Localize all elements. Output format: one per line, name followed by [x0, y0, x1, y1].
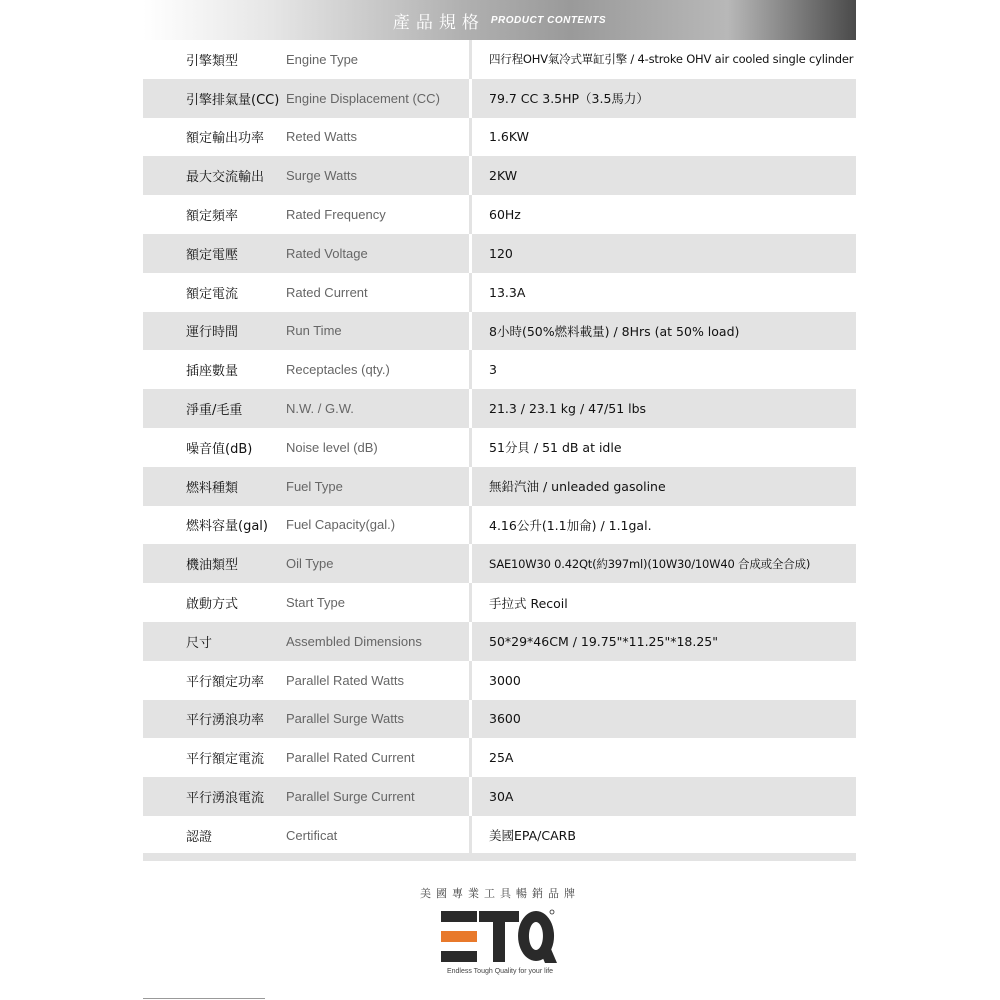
- column-divider: [469, 312, 472, 351]
- column-divider: [469, 544, 472, 583]
- column-divider: [469, 195, 472, 234]
- spec-row: [143, 506, 856, 545]
- spec-value: 50*29*46CM / 19.75"*11.25"*18.25": [489, 633, 718, 649]
- spec-row: [143, 544, 856, 583]
- spec-value: 美國EPA/CARB: [489, 828, 576, 844]
- spec-row: [143, 583, 856, 622]
- column-divider: [469, 622, 472, 661]
- spec-label-en: Rated Current: [286, 284, 368, 300]
- spec-label-en: Parallel Rated Current: [286, 750, 415, 766]
- spec-label-en: Rated Frequency: [286, 207, 386, 223]
- spec-value: 3: [489, 362, 497, 378]
- column-divider: [469, 118, 472, 157]
- spec-row: [143, 389, 856, 428]
- spec-label-en: Reted Watts: [286, 129, 358, 145]
- spec-label-en: Receptacles (qty.): [286, 362, 390, 378]
- spec-value: 2KW: [489, 168, 518, 184]
- spec-label-en: Engine Type: [286, 51, 359, 67]
- spec-label-zh: 額定頻率: [186, 209, 239, 225]
- etq-logo: [441, 907, 557, 967]
- column-divider: [469, 738, 472, 777]
- brand-tagline-en: Endless Tough Quality for your life: [446, 968, 554, 975]
- spec-row: [143, 273, 856, 312]
- column-divider: [469, 40, 472, 79]
- column-divider: [469, 428, 472, 467]
- spec-value: 四行程OHV氣冷式單缸引擎 / 4-stroke OHV air cooled single cylinder: [489, 52, 854, 67]
- column-divider: [469, 506, 472, 545]
- spec-label-en: Parallel Surge Current: [286, 789, 415, 805]
- column-divider: [469, 467, 472, 506]
- column-divider: [469, 700, 472, 739]
- spec-value: 60Hz: [489, 207, 521, 223]
- column-divider: [469, 389, 472, 428]
- spec-label-en: Parallel Rated Watts: [286, 672, 405, 688]
- spec-label-zh: 機油類型: [186, 558, 239, 574]
- spec-row: [143, 816, 856, 855]
- spec-header: [143, 0, 856, 40]
- spec-label-en: Engine Displacement (CC): [286, 90, 440, 106]
- spec-label-zh: 平行湧浪功率: [186, 713, 265, 729]
- spec-label-en: Surge Watts: [286, 168, 358, 184]
- spec-value: 13.3A: [489, 284, 526, 300]
- spec-table: [143, 40, 856, 855]
- table-bottom-bar: [143, 853, 856, 861]
- spec-label-en: Oil Type: [286, 556, 334, 572]
- spec-value: 79.7 CC 3.5HP（3.5馬力）: [489, 91, 649, 107]
- spec-row: [143, 738, 856, 777]
- spec-row: [143, 79, 856, 118]
- spec-row: [143, 195, 856, 234]
- spec-row: [143, 312, 856, 351]
- spec-label-en: Rated Voltage: [286, 245, 368, 261]
- spec-row: [143, 622, 856, 661]
- column-divider: [469, 816, 472, 855]
- spec-label-zh: 最大交流輸出: [186, 170, 265, 186]
- spec-row: [143, 700, 856, 739]
- spec-label-en: Assembled Dimensions: [286, 633, 422, 649]
- spec-label-zh: 運行時間: [186, 325, 239, 341]
- header-title: 產品規格: [392, 12, 485, 33]
- spec-row: [143, 661, 856, 700]
- column-divider: [469, 350, 472, 389]
- spec-label-zh: 燃料種類: [186, 480, 239, 496]
- header-subtitle: PRODUCT CONTENTS: [490, 14, 607, 26]
- spec-value: 25A: [489, 750, 514, 766]
- spec-row: [143, 156, 856, 195]
- spec-label-en: Start Type: [286, 595, 346, 611]
- spec-value: 3600: [489, 711, 521, 727]
- column-divider: [469, 234, 472, 273]
- spec-value: 21.3 / 23.1 kg / 47/51 lbs: [489, 401, 647, 417]
- spec-value: 手拉式 Recoil: [489, 595, 568, 611]
- spec-value: 4.16公升(1.1加侖) / 1.1gal.: [489, 517, 652, 533]
- spec-label-en: Parallel Surge Watts: [286, 711, 405, 727]
- spec-value: 120: [489, 245, 513, 261]
- spec-label-zh: 認證: [186, 829, 213, 845]
- spec-label-zh: 額定電壓: [186, 247, 239, 263]
- spec-value: 30A: [489, 789, 514, 805]
- spec-label-zh: 啟動方式: [186, 597, 239, 613]
- spec-label-en: N.W. / G.W.: [286, 401, 354, 417]
- column-divider: [469, 156, 472, 195]
- spec-label-en: Noise level (dB): [286, 439, 378, 455]
- spec-label-zh: 插座數量: [186, 364, 239, 380]
- spec-value: 3000: [489, 672, 521, 688]
- spec-label-zh: 平行額定電流: [186, 752, 265, 768]
- spec-value: SAE10W30 0.42Qt(約397ml)(10W30/10W40 合成或全合成): [489, 556, 811, 571]
- spec-value: 無鉛汽油 / unleaded gasoline: [489, 479, 666, 495]
- column-divider: [469, 583, 472, 622]
- spec-label-zh: 額定電流: [186, 286, 239, 302]
- spec-row: [143, 234, 856, 273]
- spec-row: [143, 118, 856, 157]
- footer-rule: [143, 998, 265, 999]
- spec-row: [143, 428, 856, 467]
- column-divider: [469, 273, 472, 312]
- spec-label-zh: 平行湧浪電流: [186, 791, 265, 807]
- column-divider: [469, 777, 472, 816]
- spec-label-en: Fuel Capacity(gal.): [286, 517, 396, 533]
- spec-label-en: Run Time: [286, 323, 342, 339]
- column-divider: [469, 79, 472, 118]
- spec-label-zh: 引擎類型: [186, 53, 239, 69]
- spec-label-zh: 引擎排氣量(CC): [186, 92, 280, 108]
- brand-tagline-zh: 美國專業工具暢銷品牌: [420, 887, 580, 900]
- spec-label-en: Fuel Type: [286, 478, 343, 494]
- spec-label-en: Certificat: [286, 827, 338, 843]
- spec-row: [143, 350, 856, 389]
- spec-value: 8小時(50%燃料載量) / 8Hrs (at 50% load): [489, 323, 740, 339]
- spec-row: [143, 777, 856, 816]
- spec-label-zh: 額定輸出功率: [186, 131, 265, 147]
- spec-value: 51分貝 / 51 dB at idle: [489, 440, 622, 456]
- spec-row: [143, 40, 856, 79]
- spec-label-zh: 燃料容量(gal): [186, 519, 268, 535]
- spec-label-zh: 尺寸: [186, 635, 213, 651]
- spec-label-zh: 淨重/毛重: [186, 403, 243, 419]
- spec-row: [143, 467, 856, 506]
- spec-label-zh: 平行額定功率: [186, 674, 265, 690]
- spec-label-zh: 噪音值(dB): [186, 441, 253, 457]
- column-divider: [469, 661, 472, 700]
- spec-value: 1.6KW: [489, 129, 529, 145]
